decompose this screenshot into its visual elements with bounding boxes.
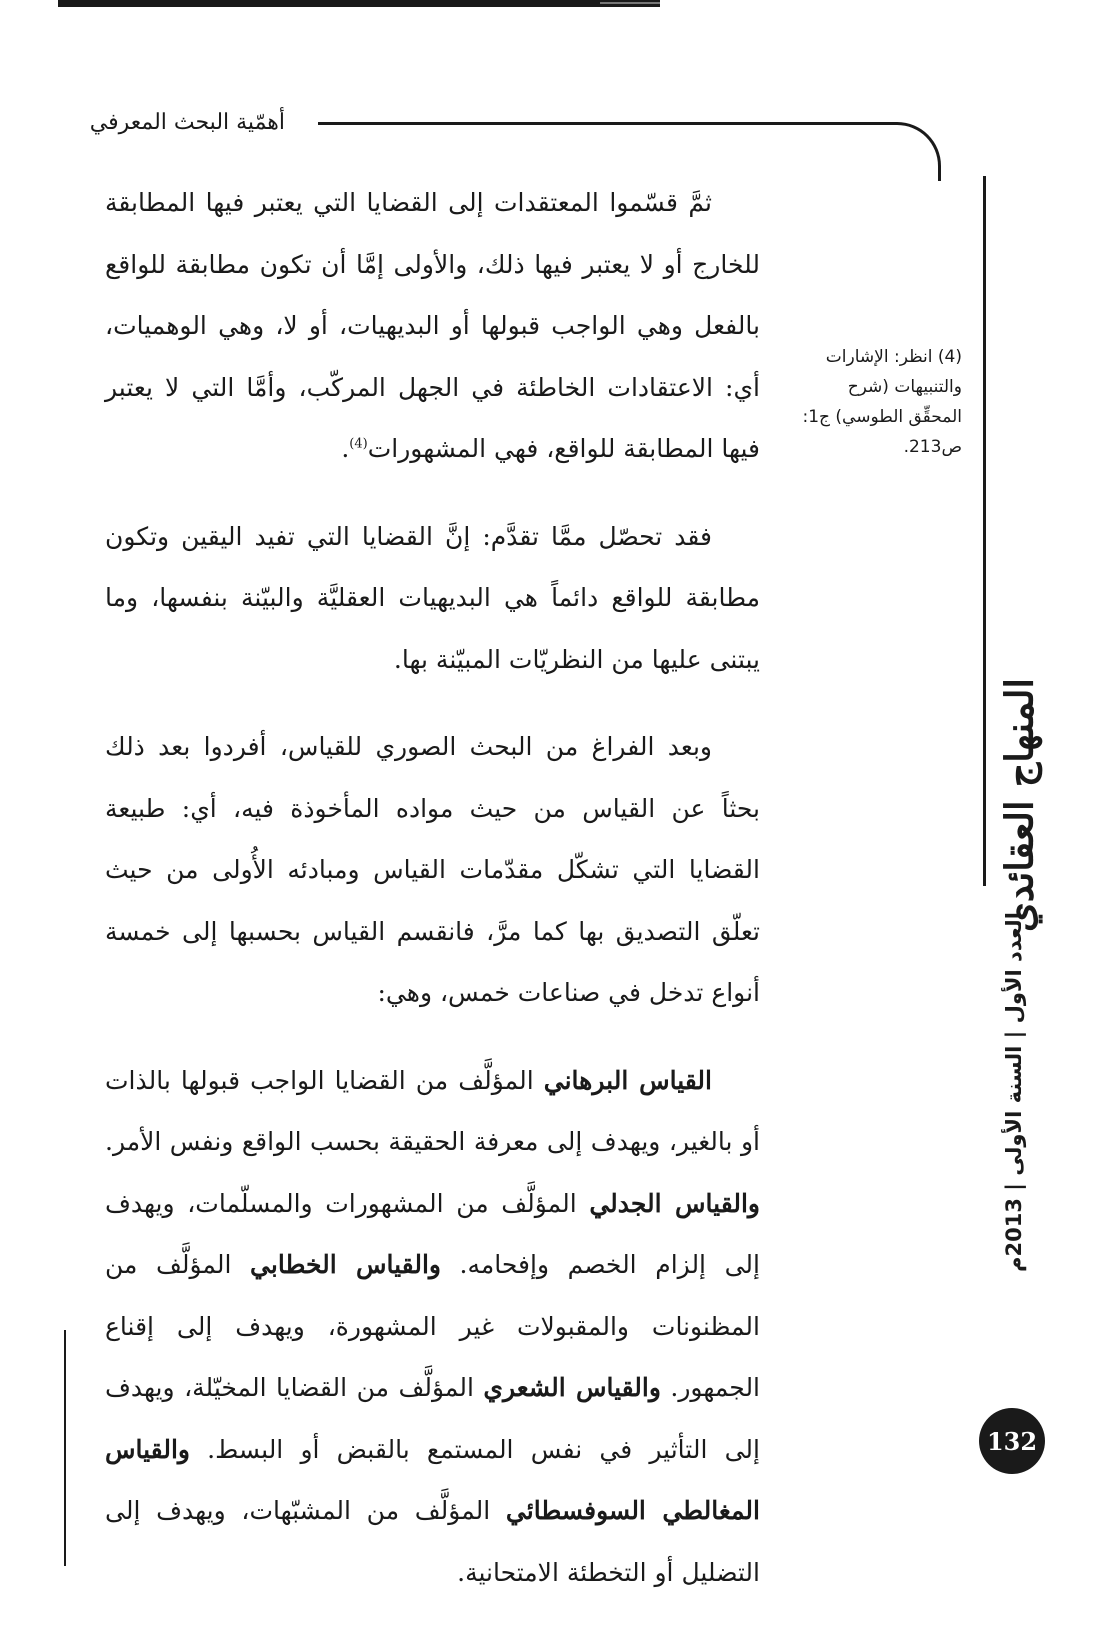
left-margin-line [64, 1330, 66, 1566]
running-header-title: أهمّية البحث المعرفي [89, 110, 285, 135]
paragraph-2: فقد تحصّل ممَّا تقدَّم: إنَّ القضايا التي تفيد اليقين وتكون مطابقة للواقع دائماً هي البديهيات العقليَّة والبيّنة بنفسها، وما يبتنى عليها من النظريّات المبيّنة بها. [105, 521, 760, 674]
shiri-text: المؤلَّف من القضايا المخيّلة، ويهدف إلى التأثير في نفس المستمع بالقبض أو البسط. [105, 1373, 760, 1464]
term-jadali: والقياس الجدلي [589, 1188, 760, 1218]
page-number: 132 [986, 1426, 1038, 1456]
footnote-4: (4) انظر: الإشارات والتنبيهات (شرح المحقِّق الطوسي) ج1: ص213. [802, 347, 962, 457]
paragraph-3: وبعد الفراغ من البحث الصوري للقياس، أفردوا بعد ذلك بحثاً عن القياس من حيث مواده المأخوذة فيه، أي: طبيعة القضايا التي تشكّل مقدّمات القياس ومبادئه الأُولى من حيث تعلّق التصديق بها كما مرَّ، فانقسم القياس بحسبها إلى خمسة أنواع تدخل في صناعات خمس، وهي: [105, 732, 760, 1007]
term-burhani: القياس البرهاني [543, 1065, 712, 1095]
jadali-text: المؤلَّف من المشهورات والمسلّمات، ويهدف إلى إلزام الخصم وإفحامه. [105, 1188, 760, 1279]
frame-vertical-line [983, 176, 986, 886]
issue-info [984, 912, 1044, 1272]
term-khitabi: والقياس الخطابي [250, 1250, 441, 1279]
journal-logo-text: المنهاج العقائدي [996, 678, 1042, 932]
khitabi-text: المؤلَّف من المظنونات والمقبولات غير المشهورة، ويهدف إلى إقناع الجمهور. [105, 1250, 761, 1402]
term-shiri: والقياس الشعري [483, 1373, 661, 1402]
top-rule [58, 0, 660, 7]
top-rule-accent [600, 2, 660, 4]
term-mughalati: والقياس المغالطي السوفسطائي [105, 1434, 760, 1525]
footnote-reference: (4) [349, 436, 368, 452]
paragraph-1-end: . [341, 434, 350, 463]
page-number-badge [979, 1408, 1045, 1474]
paragraph-1 [105, 172, 760, 480]
burhani-text: المؤلَّف من القضايا الواجب قبولها بالذات أو بالغير، ويهدف إلى معرفة الحقيقة بحسب الواقع ونفس الأمر. [105, 1065, 760, 1156]
issue-info-text: العدد الأول | السنة الأولى | 2013م [1002, 912, 1026, 1272]
paragraph-4 [105, 1050, 760, 1604]
mughalati-text: المؤلَّف من المشبّهات، ويهدف إلى التضليل أو التخطئة الامتحانية. [105, 1496, 760, 1587]
paragraph-1-text: ثمَّ قسّموا المعتقدات إلى القضايا التي يعتبر فيها المطابقة للخارج أو لا يعتبر فيها ذلك، والأولى إمَّا أن تكون مطابقة للواقع بالفعل وهي الواجب قبولها أو البديهيات، أو لا، وهي الوهميات، أي: الاعتقادات الخاطئة في الجهل المركّب، وأمَّا التي لا يعتبر فيها المطابقة للواقع، فهي المشهورات [105, 188, 760, 463]
body-text [105, 172, 760, 1629]
journal-logo [988, 678, 1050, 932]
